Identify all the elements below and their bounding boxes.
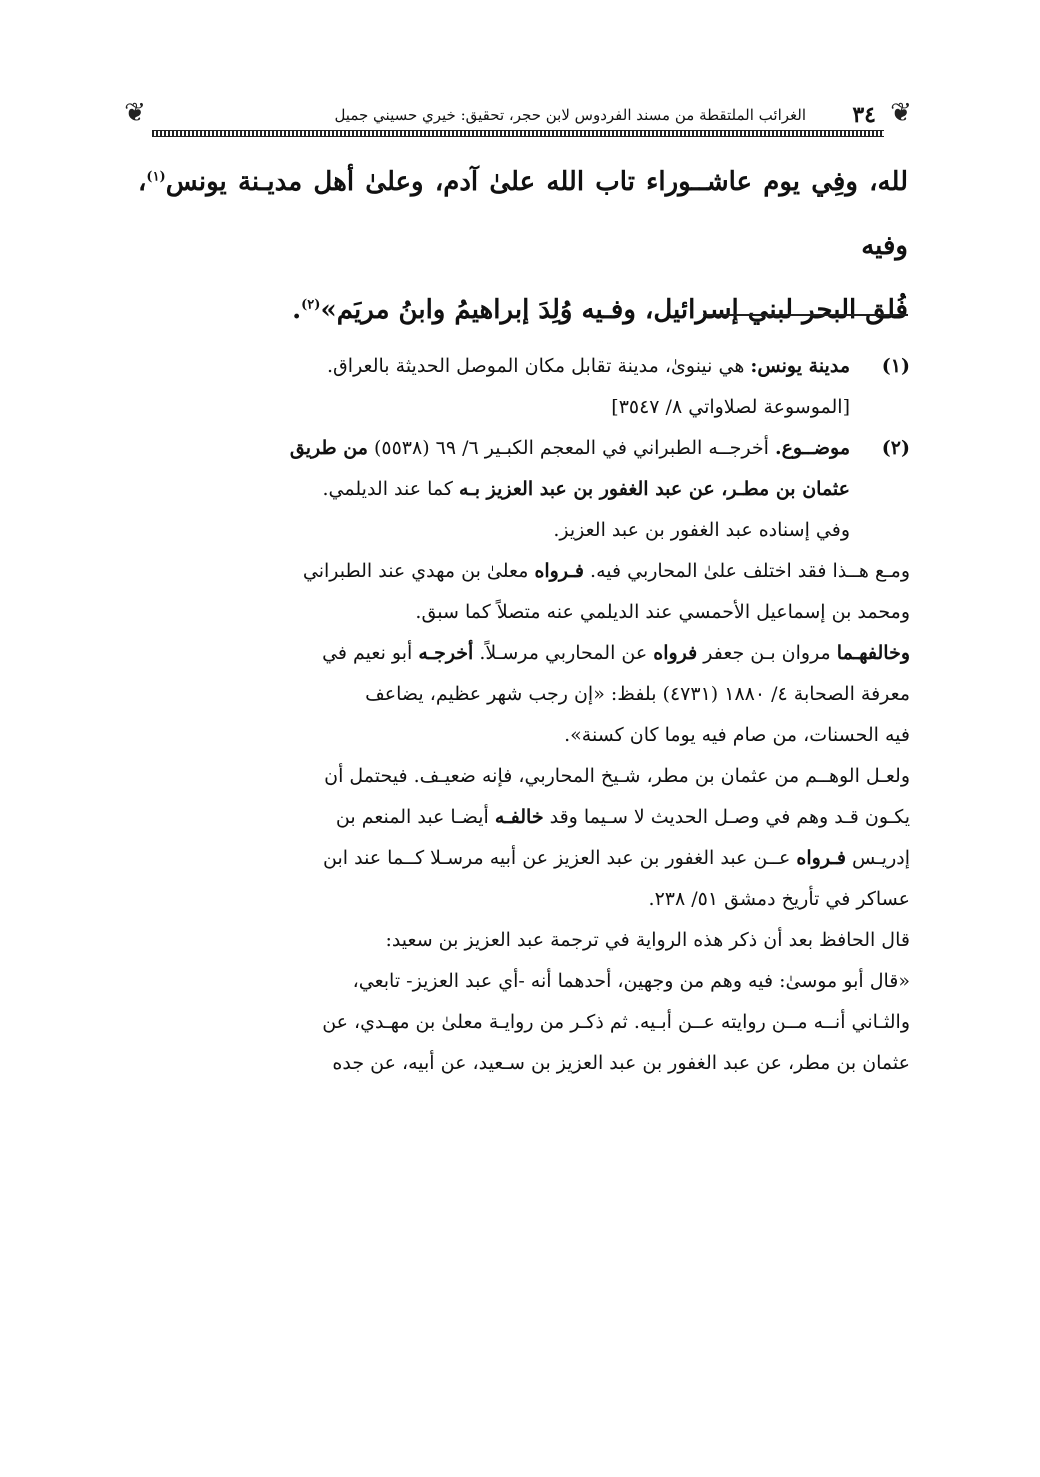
main-line-1: لله، وفِي يوم عاشــوراء تاب الله علىٰ آدم، وعلىٰ أهل مديـنة يونس$^{(١)}$، وفيه xyxy=(138,167,908,261)
footnote-2-line-14: «قال أبو موسىٰ: فيه وهم من وجهين، أحدهما أنه -أي عبد العزيز- تابعي، xyxy=(352,970,910,992)
footnote-2-line-8: فيه الحسنات، من صام فيه يوما كان كسنة». xyxy=(564,724,910,746)
footnote-1-number: (١) xyxy=(881,355,910,377)
footnote-ref-1[interactable]: (١) xyxy=(146,169,166,185)
footnote-2-line-16: عثمان بن مطر، عن عبد الغفور بن عبد العزيز بن سـعيد، عن أبيه، عن جده xyxy=(332,1052,910,1074)
footnotes xyxy=(132,346,910,1084)
main-line-2: فُلق البحر لبني إسرائيل، وفـيه وُلِدَ إبراهيمُ وابنُ مريَم»$^{(٢)}$. xyxy=(292,295,908,325)
footnote-2-line-6: وخالفهـما مروان بـن جعفر فرواه عن المحاربي مرسـلاً. أخرجـه أبو نعيم في xyxy=(322,642,910,664)
footnote-2-line-3: وفي إسناده عبد الغفور بن عبد العزيز. xyxy=(553,519,850,541)
footnote-1-line-1: (١)مدينة يونس: هي نينوىٰ، مدينة تقابل مكان الموصل الحديثة بالعراق. xyxy=(132,346,910,387)
footnote-2-line-11: إدريـس فـرواه عــن عبد الغفور بن عبد العزيز عن أبيه مرسـلا كــما عند ابن xyxy=(323,847,910,869)
running-title: الغرائب الملتقطة من مسند الفردوس لابن حجر، تحقيق: خيري حسيني جميل xyxy=(334,106,806,124)
footnote-ref-2[interactable]: (٢) xyxy=(301,297,321,313)
footnote-separator xyxy=(703,314,908,316)
footnote-2-number: (٢) xyxy=(881,437,910,459)
footnote-2-line-1: (٢)موضــوع. أخرجــه الطبراني في المعجم الكبـير ٦/ ٦٩ (٥٥٣٨) من طريق xyxy=(132,428,910,469)
footnote-2-line-13: قال الحافظ بعد أن ذكر هذه الرواية في ترجمة عبد العزيز بن سعيد: xyxy=(385,929,910,951)
running-header xyxy=(118,96,918,136)
footnote-2-line-10: يكـون قـد وهم في وصـل الحديث لا سـيما وقد خالفـه أيضـا عبد المنعم بن xyxy=(335,806,910,828)
footnote-2-line-15: والثـاني أنــه مــن روايته عــن أبـيه. ثم ذكـر من روايـة معلىٰ بن مهـدي، عن xyxy=(322,1011,910,1033)
footnote-2-line-9: ولعـل الوهــم من عثمان بن مطر، شـيخ المحاربي، فإنه ضعيـف. فيحتمل أن xyxy=(324,765,910,787)
header-ornament-right-icon: ❦ xyxy=(890,98,912,128)
footnote-2-line-5: ومحمد بن إسماعيل الأحمسي عند الديلمي عنه متصلاً كما سبق. xyxy=(415,601,910,623)
footnote-1-source: [الموسوعة لصلاواتي ٨/ ٣٥٤٧] xyxy=(611,396,850,418)
footnote-1-term: مدينة يونس: xyxy=(750,355,850,377)
footnote-2-line-7: معرفة الصحابة ٤/ ١٨٨٠ (٤٧٣١) بلفظ: «إن رجب شهر عظيم، يضاعف xyxy=(365,683,910,705)
footnote-2-line-2: عثمان بن مطـر، عن عبد الغفور بن عبد العزيز بـه كما عند الديلمي. xyxy=(322,478,850,500)
header-rule xyxy=(152,130,884,137)
header-ornament-left-icon: ❦ xyxy=(124,98,146,128)
page-number: ٣٤ xyxy=(852,102,876,128)
footnote-2-line-4: ومـع هــذا فقد اختلف علىٰ المحاربي فيه. فـرواه معلىٰ بن مهدي عند الطبراني xyxy=(302,560,910,582)
footnote-2-line-12: عساكر في تأريخ دمشق ٥١/ ٢٣٨. xyxy=(648,888,910,910)
